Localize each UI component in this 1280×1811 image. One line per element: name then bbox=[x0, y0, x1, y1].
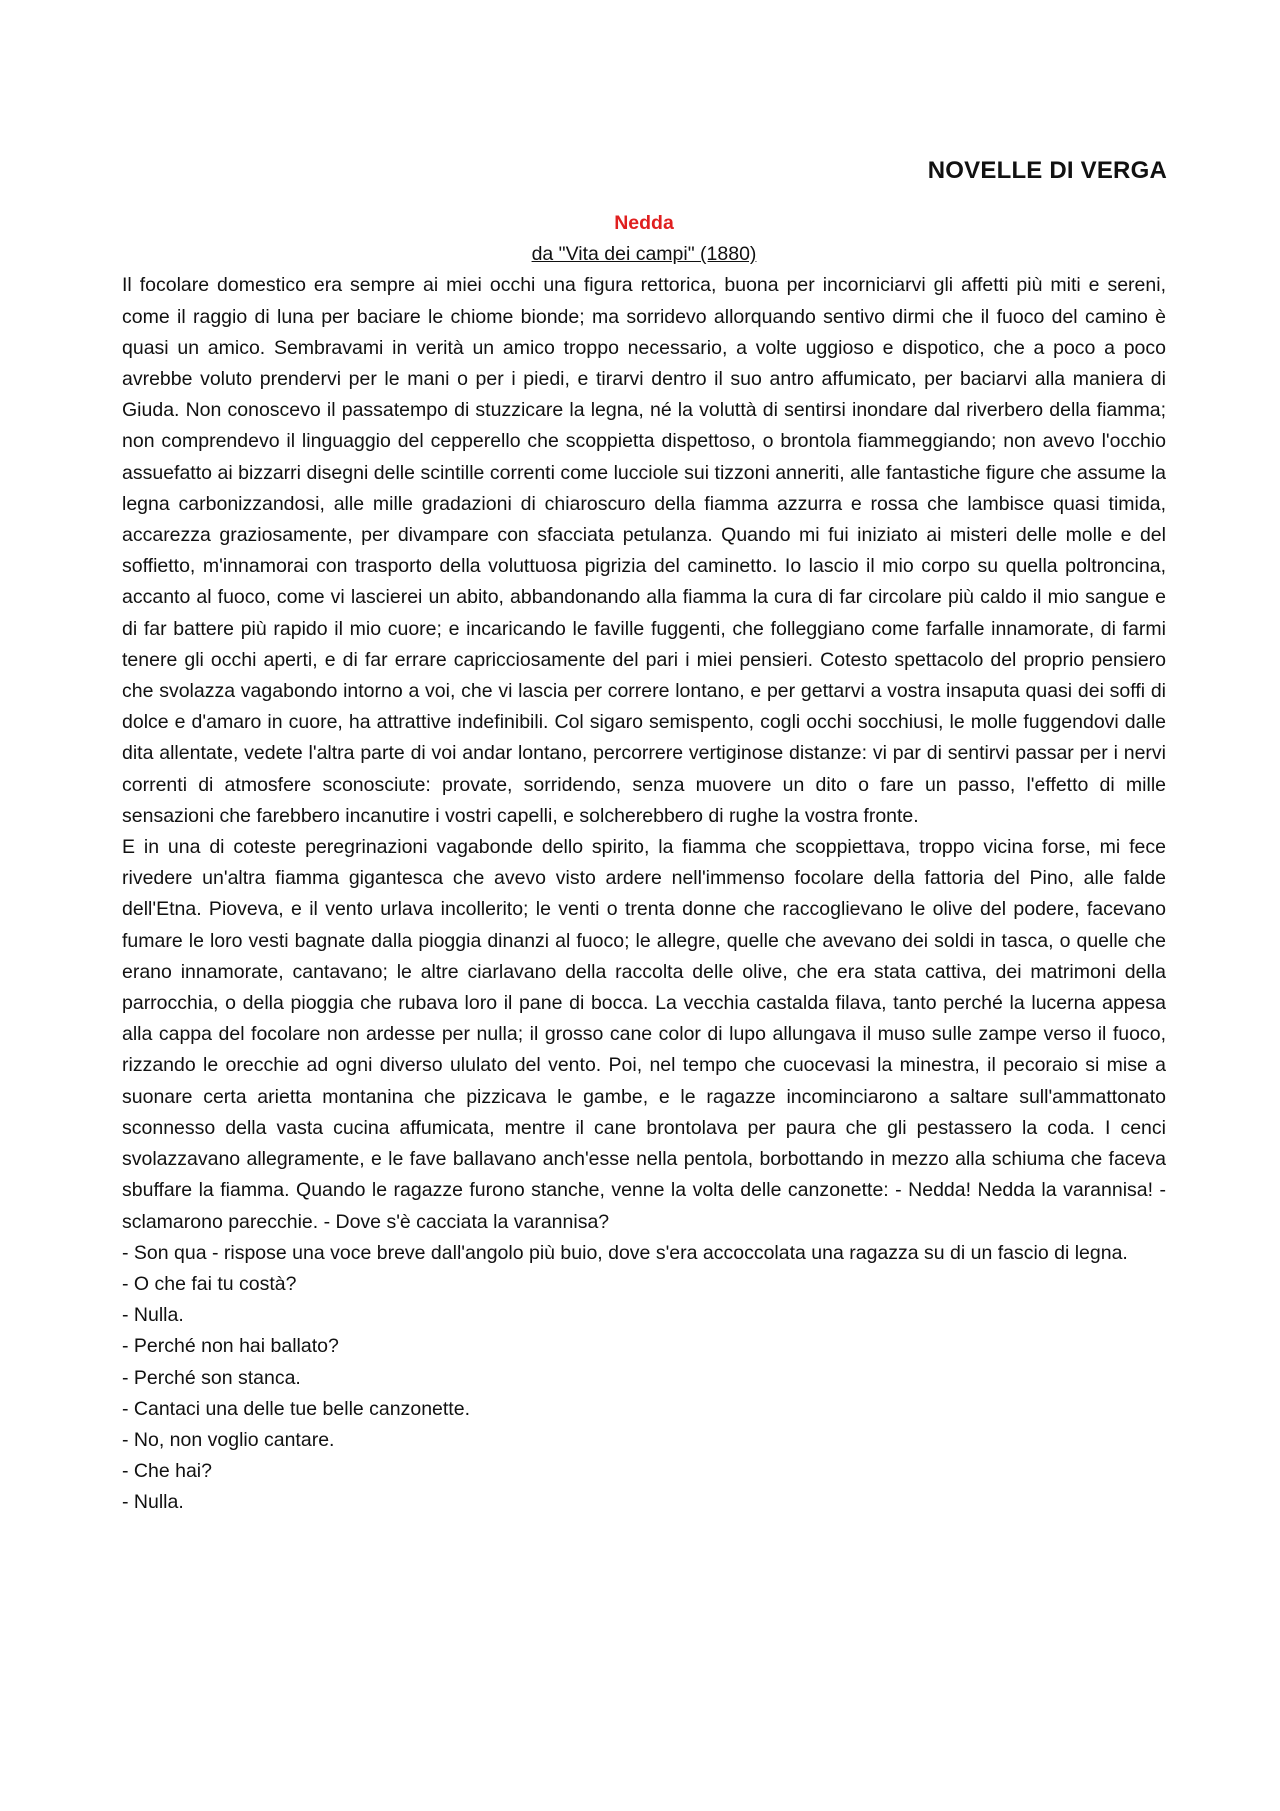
dialogue-line: - Nulla. bbox=[122, 1491, 184, 1514]
dialogue-line: - Cantaci una delle tue belle canzonette. bbox=[122, 1397, 470, 1420]
dialogue-block bbox=[122, 1238, 1166, 1519]
story-subtitle: da "Vita dei campi" (1880) bbox=[531, 243, 757, 266]
story-title: Nedda bbox=[614, 212, 674, 234]
dialogue-line: - Perché son stanca. bbox=[122, 1366, 301, 1389]
dialogue-line: - Che hai? bbox=[122, 1460, 212, 1483]
dialogue-line: - No, non voglio cantare. bbox=[122, 1428, 335, 1451]
document-title: NOVELLE DI VERGA bbox=[927, 157, 1167, 184]
dialogue-line: - O che fai tu costà? bbox=[122, 1272, 297, 1295]
dialogue-line: - Nulla. bbox=[122, 1304, 184, 1327]
dialogue-line: - Son qua - rispose una voce breve dall'angolo più buio, dove s'era accoccolata una ragazza su di un fascio di legna. bbox=[122, 1241, 1128, 1264]
story-body bbox=[122, 208, 1166, 1519]
paragraph: E in una di coteste peregrinazioni vagabonde dello spirito, la fiamma che scoppiettava, troppo vicina forse, mi fece rivedere un'altra fiamma gigantesca che avevo visto ardere nell'immenso focolare della fattoria del Pino, alle falde dell'Etna. Pioveva, e il vento urlava incollerito; le venti o trenta donne che raccoglievano le olive del podere, facevano fumare le loro vesti bagnate dalla pioggia dinanzi al fuoco; le allegre, quelle che avevano dei soldi in tasca, o quelle che erano innamorate, cantavano; le altre ciarlavano della raccolta delle olive, che era stata cattiva, dei matrimoni della parrocchia, o della pioggia che rubava loro il pane di bocca. La vecchia castalda filava, tanto perché la lucerna appesa alla cappa del focolare non ardesse per nulla; il grosso cane color di lupo allungava il muso sulle zampe verso il fuoco, rizzando le orecchie ad ogni diverso ululato del vento. Poi, nel tempo che cuocevasi la minestra, il pecoraio si mise a suonare certa arietta montanina che pizzicava le gambe, e le ragazze incominciarono a saltare sull'ammattonato sconnesso della vasta cucina affumicata, mentre il cane brontolava per paura che gli pestassero la coda. I cenci svolazzavano allegramente, e le fave ballavano anch'esse nella pentola, borbottando in mezzo alla schiuma che faceva sbuffare la fiamma. Quando le ragazze furono stanche, venne la volta delle canzonette: - Nedda! Nedda la varannisa! - sclamarono parecchie. - Dove s'è cacciata la varannisa? bbox=[122, 836, 1166, 1233]
dialogue-line: - Perché non hai ballato? bbox=[122, 1335, 339, 1358]
paragraph: Il focolare domestico era sempre ai miei occhi una figura rettorica, buona per incorniciarvi gli affetti più miti e sereni, come il raggio di luna per baciare le chiome bionde; ma sorridevo allorquando sentivo dirmi che il fuoco del camino è quasi un amico. Sembravami in verità un amico troppo necessario, a volte uggioso e dispotico, che a poco a poco avrebbe voluto prendervi per le mani o per i piedi, e tirarvi dentro il suo antro affumicato, per baciarvi alla maniera di Giuda. Non conoscevo il passatempo di stuzzicare la legna, né la voluttà di sentirsi inondare dal riverbero della fiamma; non comprendevo il linguaggio del cepperello che scoppietta dispettoso, o brontola fiammeggiando; non avevo l'occhio assuefatto ai bizzarri disegni delle scintille correnti come lucciole sui tizzoni anneriti, alle fantastiche figure che assume la legna carbonizzandosi, alle mille gradazioni di chiaroscuro della fiamma azzurra e rossa che lambisce quasi timida, accarezza graziosamente, per divampare con sfacciata petulanza. Quando mi fui iniziato ai misteri delle molle e del soffietto, m'innamorai con trasporto della voluttuosa pigrizia del caminetto. Io lascio il mio corpo su quella poltroncina, accanto al fuoco, come vi lascierei un abito, abbandonando alla fiamma la cura di far circolare più caldo il mio sangue e di far battere più rapido il mio cuore; e incaricando le faville fuggenti, che folleggiano come farfalle innamorate, di farmi tenere gli occhi aperti, e di far errare capricciosamente del pari i miei pensieri. Cotesto spettacolo del proprio pensiero che svolazza vagabondo intorno a voi, che vi lascia per correre lontano, e per gettarvi a vostra insaputa quasi dei soffi di dolce e d'amaro in cuore, ha attrattive indefinibili. Col sigaro semispento, cogli occhi socchiusi, le molle fuggendovi dalle dita allentate, vedete l'altra parte di voi andar lontano, percorrere vertiginose distanze: vi par di sentirvi passar per i nervi correnti di atmosfere sconosciute: provate, sorridendo, senza muovere un dito o fare un passo, l'effetto di mille sensazioni che farebbero incanutire i vostri capelli, e solcherebbero di rughe la vostra fronte. bbox=[122, 274, 1166, 827]
